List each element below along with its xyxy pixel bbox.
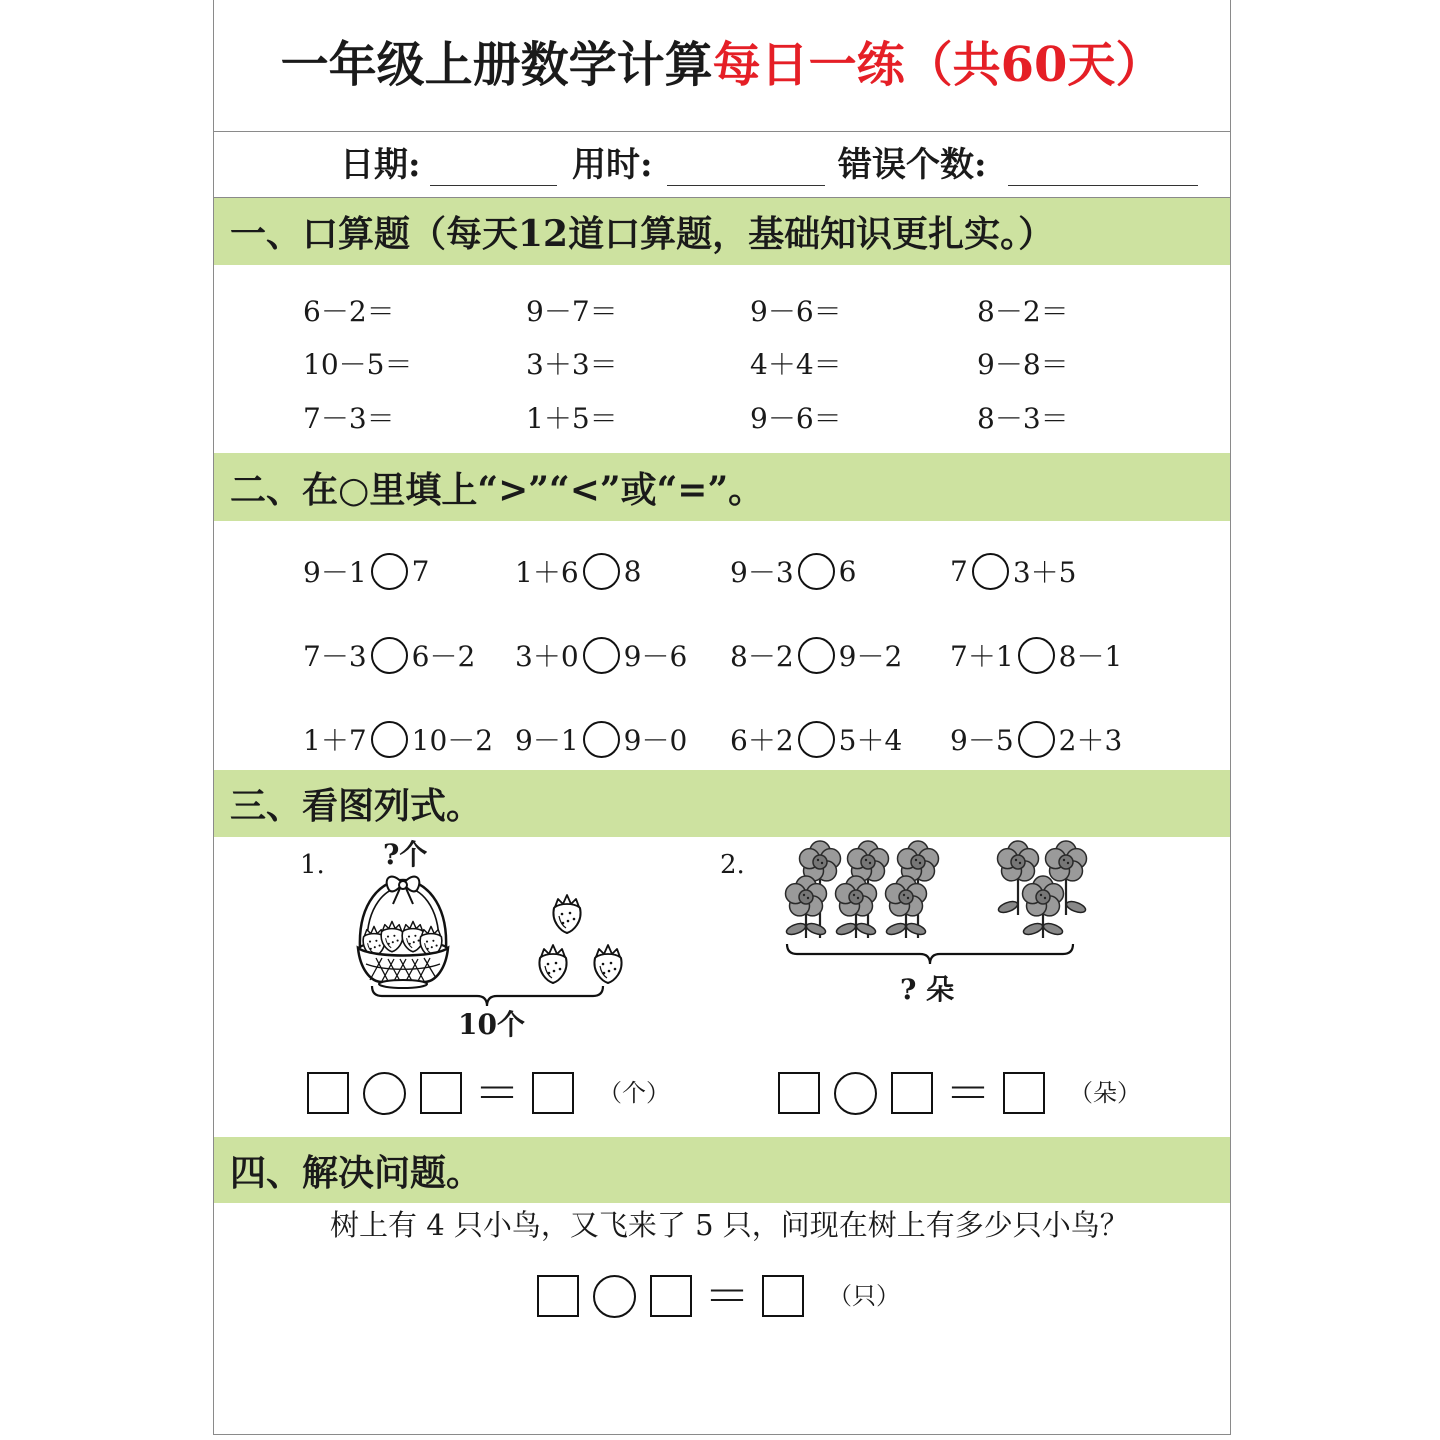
problem-1-number: 1. (300, 850, 325, 880)
calc-problem: 4＋4＝ (750, 348, 842, 381)
calc-problem: 9－8＝ (977, 348, 1069, 381)
title-highlight: 每日一练（共60天） (712, 37, 1164, 93)
compare-right: 3＋5 (1012, 556, 1077, 589)
operator-circle[interactable] (593, 1275, 636, 1318)
strawberry (553, 895, 580, 933)
section-2-heading: 二、在○里填上“>”“<”或“=”。 (230, 468, 765, 511)
problem-2-total-label: ? 朵 (900, 973, 955, 1006)
flower (1023, 876, 1064, 916)
title-main: 一年级上册数学计算 (280, 37, 713, 93)
compare-left: 3＋0 (515, 640, 579, 673)
compare-circle[interactable] (1018, 721, 1055, 758)
strawberry (594, 945, 621, 983)
section-1-header (214, 198, 1230, 265)
flower (800, 841, 841, 881)
date-label: 日期: (340, 145, 421, 185)
errors-blank[interactable] (1008, 185, 1198, 186)
calc-problem: 6－2＝ (303, 295, 395, 328)
time-blank[interactable] (667, 185, 825, 186)
compare-left: 6＋2 (730, 724, 794, 757)
word-problem-text: 树上有 4 只小鸟，又飞来了 5 只，问现在树上有多少只小鸟？ (330, 1208, 1129, 1242)
calc-problem: 10－5＝ (303, 348, 413, 381)
compare-left: 8－2 (730, 640, 794, 673)
answer-box[interactable] (762, 1275, 804, 1317)
compare-right: 6 (838, 554, 857, 588)
date-blank[interactable] (430, 185, 557, 186)
section-4-header (214, 1137, 1230, 1203)
brace (787, 944, 1073, 964)
compare-problem (950, 551, 1076, 591)
compare-right: 10－2 (411, 724, 494, 757)
compare-left: 1＋7 (303, 724, 367, 757)
time-label: 用时: (572, 145, 653, 185)
unit-label: （朵） (1069, 1079, 1141, 1107)
flower (998, 841, 1039, 881)
answer-box[interactable] (891, 1072, 933, 1114)
compare-left: 7 (950, 554, 968, 588)
compare-circle[interactable] (798, 721, 835, 758)
compare-problem (950, 635, 1122, 675)
compare-problem (515, 635, 687, 675)
compare-right: 7 (411, 554, 430, 588)
flower (886, 876, 927, 916)
flower (1046, 841, 1087, 881)
compare-left: 9－1 (303, 556, 367, 589)
calc-problem: 3＋3＝ (526, 348, 618, 381)
compare-problem (950, 719, 1122, 759)
section-2-header (214, 453, 1230, 521)
answer-box[interactable] (650, 1275, 692, 1317)
calc-problem: 8－2＝ (977, 295, 1069, 328)
worksheet-title (213, 30, 1231, 100)
section-4-heading: 四、解决问题。 (230, 1151, 483, 1194)
compare-problem (730, 719, 902, 759)
divider (213, 131, 1231, 132)
compare-left: 9－3 (730, 556, 794, 589)
compare-problem (730, 551, 856, 591)
calc-problem: 9－7＝ (526, 295, 618, 328)
calc-problem: 7－3＝ (303, 402, 395, 435)
equation-2 (778, 1068, 1141, 1118)
compare-problem (730, 635, 902, 675)
compare-problem (303, 635, 475, 675)
flower (898, 841, 939, 881)
compare-left: 7＋1 (950, 640, 1014, 673)
section-3-heading: 三、看图列式。 (230, 785, 483, 827)
operator-circle[interactable] (834, 1072, 877, 1115)
compare-problem (515, 719, 687, 759)
compare-circle[interactable] (371, 721, 408, 758)
answer-box[interactable] (537, 1275, 579, 1317)
section-3-header (214, 770, 1230, 837)
compare-problem (515, 551, 641, 591)
compare-right: 2＋3 (1058, 724, 1123, 757)
unit-label: （只） (828, 1282, 900, 1310)
answer-box[interactable] (420, 1072, 462, 1114)
equals-sign: ＝ (474, 1066, 520, 1120)
compare-circle[interactable] (583, 637, 620, 674)
operator-circle[interactable] (363, 1072, 406, 1115)
compare-circle[interactable] (798, 637, 835, 674)
section-1-heading: 一、口算题（每天12道口算题，基础知识更扎实。） (230, 213, 1055, 255)
flowers-illustration (775, 835, 1105, 975)
compare-right: 9－6 (623, 640, 688, 673)
brace (372, 986, 603, 1006)
compare-left: 9－1 (515, 724, 579, 757)
equation-3 (537, 1271, 900, 1321)
calc-problem: 8－3＝ (977, 402, 1069, 435)
compare-left: 9－5 (950, 724, 1014, 757)
compare-circle[interactable] (972, 553, 1009, 590)
compare-problem (303, 719, 493, 759)
unit-label: （个） (598, 1079, 670, 1107)
answer-box[interactable] (778, 1072, 820, 1114)
basket-base (379, 980, 427, 988)
compare-right: 9－0 (623, 724, 688, 757)
calc-problem: 9－6＝ (750, 295, 842, 328)
equals-sign: ＝ (704, 1269, 750, 1323)
compare-problem (303, 551, 429, 591)
strawberry (539, 945, 566, 983)
compare-circle[interactable] (371, 637, 408, 674)
compare-right: 9－2 (838, 640, 903, 673)
compare-circle[interactable] (583, 553, 620, 590)
basket-bow (387, 877, 420, 904)
compare-circle[interactable] (371, 553, 408, 590)
calc-problem: 1＋5＝ (526, 402, 618, 435)
compare-circle[interactable] (798, 553, 835, 590)
errors-label: 错误个数: (838, 145, 987, 185)
compare-left: 7－3 (303, 640, 367, 673)
flower (836, 876, 877, 916)
compare-right: 8 (623, 554, 642, 588)
equation-1 (307, 1068, 670, 1118)
compare-circle[interactable] (583, 721, 620, 758)
compare-left: 1＋6 (515, 556, 579, 589)
compare-right: 8－1 (1058, 640, 1123, 673)
calc-problem: 9－6＝ (750, 402, 842, 435)
problem-2-number: 2. (720, 850, 745, 880)
equals-sign: ＝ (945, 1066, 991, 1120)
compare-right: 5＋4 (838, 724, 903, 757)
problem-1-total-label: 10个 (458, 1008, 525, 1041)
compare-circle[interactable] (1018, 637, 1055, 674)
compare-right: 6－2 (411, 640, 476, 673)
answer-box[interactable] (307, 1072, 349, 1114)
problem-1-unknown-label: ?个 (383, 838, 428, 871)
answer-box[interactable] (532, 1072, 574, 1114)
answer-box[interactable] (1003, 1072, 1045, 1114)
flower (848, 841, 889, 881)
